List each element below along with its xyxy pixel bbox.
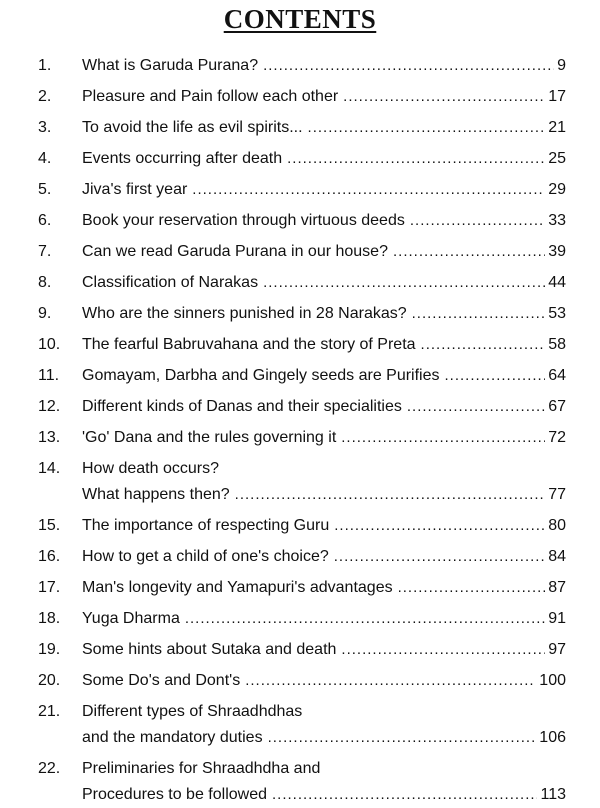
dot-leader [393, 239, 545, 265]
dot-leader [334, 513, 545, 539]
toc-entry [0, 239, 600, 270]
entry-page-number: 97 [548, 641, 566, 658]
entry-number: 4. [38, 150, 52, 167]
entry-title: Gomayam, Darbha and Gingely seeds are Purifies [82, 367, 440, 384]
toc-entry [0, 668, 600, 699]
entry-page-number: 58 [548, 336, 566, 353]
entry-body [82, 606, 566, 632]
entry-number: 11. [38, 367, 60, 384]
entry-title: 'Go' Dana and the rules governing it [82, 429, 337, 446]
entry-number: 7. [38, 243, 52, 260]
entry-number: 17. [38, 579, 61, 596]
entry-line [82, 756, 566, 782]
entry-number: 9. [38, 305, 52, 322]
entry-line [82, 482, 566, 508]
entry-number: 19. [38, 641, 61, 658]
entry-number: 15. [38, 517, 61, 534]
entry-page-number: 84 [548, 548, 566, 565]
entry-page-number: 33 [548, 212, 566, 229]
toc-entry [0, 177, 600, 208]
toc-entry [0, 146, 600, 177]
entry-title: and the mandatory duties [82, 729, 263, 746]
entry-page-number: 77 [548, 486, 566, 503]
entry-body [82, 637, 566, 663]
entry-body [82, 513, 566, 539]
entry-title: How death occurs? [82, 460, 219, 477]
entry-line [82, 177, 566, 203]
entry-title: Yuga Dharma [82, 610, 180, 627]
entry-body [82, 84, 566, 110]
entry-page-number: 113 [540, 786, 566, 803]
entry-line [82, 208, 566, 234]
entry-page-number: 67 [548, 398, 566, 415]
entry-line [82, 513, 566, 539]
entry-body [82, 363, 566, 389]
entry-number: 16. [38, 548, 61, 565]
entry-number: 20. [38, 672, 61, 689]
entry-body [82, 239, 566, 265]
toc-entry [0, 332, 600, 363]
toc-entry [0, 544, 600, 575]
entry-line [82, 270, 566, 296]
dot-leader [410, 208, 545, 234]
toc-entry [0, 699, 600, 756]
entry-number: 21. [38, 703, 61, 720]
entry-body [82, 668, 566, 694]
toc-entry [0, 575, 600, 606]
entry-line [82, 782, 566, 808]
dot-leader [192, 177, 545, 203]
toc-entry [0, 115, 600, 146]
entry-body [82, 270, 566, 296]
toc-entry [0, 606, 600, 637]
dot-leader [445, 363, 546, 389]
entry-line [82, 53, 566, 79]
entry-title: Who are the sinners punished in 28 Narakas? [82, 305, 407, 322]
entry-body [82, 146, 566, 172]
entry-title: The importance of respecting Guru [82, 517, 330, 534]
entry-body [82, 301, 566, 327]
entry-line [82, 115, 566, 141]
entry-page-number: 17 [548, 88, 566, 105]
toc-entry [0, 53, 600, 84]
entry-number: 13. [38, 429, 61, 446]
entry-page-number: 64 [548, 367, 566, 384]
dot-leader [263, 53, 554, 79]
entry-title: Some Do's and Dont's [82, 672, 241, 689]
entry-page-number: 87 [548, 579, 566, 596]
entry-body [82, 756, 566, 808]
entry-title: Preliminaries for Shraadhdha and [82, 760, 321, 777]
entry-title: Pleasure and Pain follow each other [82, 88, 339, 105]
page-title: CONTENTS [223, 4, 377, 34]
toc-entry [0, 84, 600, 115]
dot-leader [263, 270, 545, 296]
dot-leader [412, 301, 546, 327]
entry-page-number: 44 [548, 274, 566, 291]
toc-entry [0, 637, 600, 668]
entry-line [82, 425, 566, 451]
entry-title: Man's longevity and Yamapuri's advantages [82, 579, 393, 596]
entry-title: Book your reservation through virtuous deeds [82, 212, 405, 229]
entry-page-number: 21 [548, 119, 566, 136]
entry-page-number: 25 [548, 150, 566, 167]
toc-entry [0, 456, 600, 513]
entry-line [82, 394, 566, 420]
dot-leader [185, 606, 545, 632]
entry-body [82, 699, 566, 751]
entry-title: Can we read Garuda Purana in our house? [82, 243, 388, 260]
entry-line [82, 725, 566, 751]
entry-number: 5. [38, 181, 52, 198]
entry-title: Jiva's first year [82, 181, 188, 198]
dot-leader [245, 668, 536, 694]
dot-leader [268, 725, 537, 751]
entry-title: What is Garuda Purana? [82, 57, 259, 74]
entry-page-number: 100 [539, 672, 566, 689]
entry-page-number: 39 [548, 243, 566, 260]
entry-title: Procedures to be followed [82, 786, 267, 803]
entry-body [82, 115, 566, 141]
entry-number: 22. [38, 760, 61, 777]
entry-title: Some hints about Sutaka and death [82, 641, 337, 658]
toc-entry [0, 301, 600, 332]
entry-line [82, 575, 566, 601]
entry-line [82, 456, 566, 482]
entry-body [82, 332, 566, 358]
entry-title: The fearful Babruvahana and the story of Preta [82, 336, 416, 353]
entry-page-number: 106 [539, 729, 566, 746]
entry-line [82, 637, 566, 663]
dot-leader [407, 394, 545, 420]
entry-number: 2. [38, 88, 52, 105]
entry-title: Different types of Shraadhdhas [82, 703, 303, 720]
dot-leader [398, 575, 546, 601]
entry-number: 14. [38, 460, 61, 477]
entry-line [82, 84, 566, 110]
entry-page-number: 53 [548, 305, 566, 322]
entry-number: 3. [38, 119, 52, 136]
entry-title: What happens then? [82, 486, 230, 503]
dot-leader [334, 544, 545, 570]
entry-title: Different kinds of Danas and their specialities [82, 398, 402, 415]
dot-leader [308, 115, 546, 141]
entry-number: 6. [38, 212, 52, 229]
entry-number: 10. [38, 336, 61, 353]
entry-body [82, 544, 566, 570]
entry-body [82, 456, 566, 508]
entry-body [82, 208, 566, 234]
entry-page-number: 9 [557, 57, 566, 74]
dot-leader [341, 425, 545, 451]
entry-line [82, 699, 566, 725]
dot-leader [272, 782, 537, 808]
entry-line [82, 544, 566, 570]
dot-leader [421, 332, 546, 358]
entry-title: Classification of Narakas [82, 274, 259, 291]
dot-leader [287, 146, 545, 172]
entry-title: To avoid the life as evil spirits... [82, 119, 303, 136]
toc-entry [0, 425, 600, 456]
entry-number: 8. [38, 274, 52, 291]
entry-page-number: 91 [548, 610, 566, 627]
entry-body [82, 394, 566, 420]
toc-entry [0, 756, 600, 808]
entry-line [82, 239, 566, 265]
entry-number: 18. [38, 610, 61, 627]
dot-leader [343, 84, 545, 110]
entry-title: Events occurring after death [82, 150, 283, 167]
entry-page-number: 29 [548, 181, 566, 198]
toc-entry [0, 513, 600, 544]
entry-page-number: 80 [548, 517, 566, 534]
entry-body [82, 575, 566, 601]
dot-leader [341, 637, 545, 663]
dot-leader [235, 482, 546, 508]
entry-body [82, 53, 566, 79]
entry-line [82, 668, 566, 694]
entry-page-number: 72 [548, 429, 566, 446]
entry-number: 1. [38, 57, 52, 74]
entry-title: How to get a child of one's choice? [82, 548, 329, 565]
entry-body [82, 177, 566, 203]
toc-entry [0, 270, 600, 301]
toc-entry [0, 363, 600, 394]
entry-line [82, 606, 566, 632]
toc-entry [0, 208, 600, 239]
entry-line [82, 332, 566, 358]
entry-line [82, 146, 566, 172]
toc-entry [0, 394, 600, 425]
entry-body [82, 425, 566, 451]
entry-number: 12. [38, 398, 61, 415]
entry-line [82, 363, 566, 389]
entry-line [82, 301, 566, 327]
table-of-contents [0, 53, 600, 808]
